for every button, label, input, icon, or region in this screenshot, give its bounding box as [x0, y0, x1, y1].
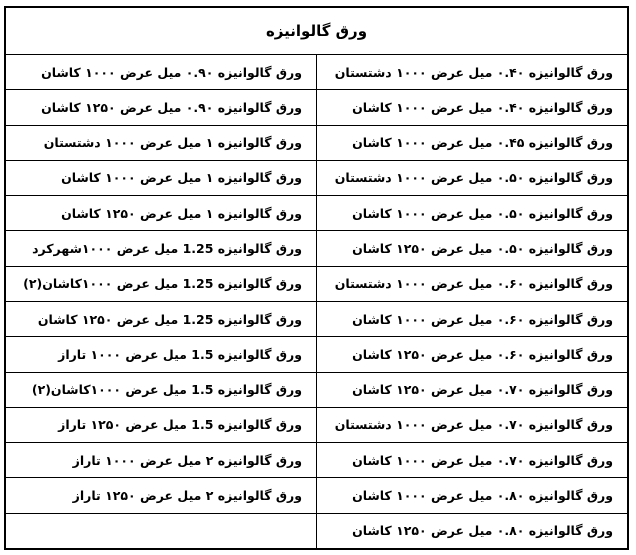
product-cell-left-empty: [6, 513, 317, 548]
table-row: [6, 90, 628, 125]
product-cell-right: ورق گالوانیزه ۰.۶۰ میل عرض ۱۲۵۰ کاشان: [317, 337, 628, 372]
product-cell-left: ورق گالوانیزه 1.25 میل عرض ۱۲۵۰ کاشان: [6, 301, 317, 336]
table-row: [6, 478, 628, 513]
product-cell-left: ورق گالوانیزه ۱ میل عرض ۱۰۰۰ کاشان: [6, 160, 317, 195]
table-row: [6, 301, 628, 336]
product-cell-left: ورق گالوانیزه 1.5 میل عرض ۱۰۰۰ تاراز: [6, 337, 317, 372]
product-cell-left: ورق گالوانیزه 1.25 میل عرض ۱۰۰۰شهرکرد: [6, 231, 317, 266]
table-title: ورق گالوانیزه: [6, 8, 628, 55]
table-row: [6, 266, 628, 301]
table-header-row: [6, 8, 628, 55]
product-cell-right: ورق گالوانیزه ۰.۵۰ میل عرض ۱۰۰۰ کاشان: [317, 196, 628, 231]
table-row: [6, 407, 628, 442]
product-cell-left: ورق گالوانیزه 1.5 میل عرض ۱۲۵۰ تاراز: [6, 407, 317, 442]
product-cell-right: ورق گالوانیزه ۰.۷۰ میل عرض ۱۰۰۰ کاشان: [317, 443, 628, 478]
product-cell-left: ورق گالوانیزه ۲ میل عرض ۱۰۰۰ تاراز: [6, 443, 317, 478]
product-cell-right: ورق گالوانیزه ۰.۵۰ میل عرض ۱۰۰۰ دشتستان: [317, 160, 628, 195]
table-row: [6, 513, 628, 548]
product-cell-left: ورق گالوانیزه 1.5 میل عرض ۱۰۰۰کاشان(۲): [6, 372, 317, 407]
galvanized-sheet-table: [5, 7, 628, 549]
table-row: [6, 337, 628, 372]
product-cell-left: ورق گالوانیزه 1.25 میل عرض ۱۰۰۰کاشان(۲): [6, 266, 317, 301]
product-cell-right: ورق گالوانیزه ۰.۸۰ میل عرض ۱۰۰۰ کاشان: [317, 478, 628, 513]
product-cell-right: ورق گالوانیزه ۰.۶۰ میل عرض ۱۰۰۰ کاشان: [317, 301, 628, 336]
table-row: [6, 196, 628, 231]
product-cell-right: ورق گالوانیزه ۰.۷۰ میل عرض ۱۲۵۰ کاشان: [317, 372, 628, 407]
product-cell-right: ورق گالوانیزه ۰.۸۰ میل عرض ۱۲۵۰ کاشان: [317, 513, 628, 548]
table-row: [6, 55, 628, 90]
product-cell-right: ورق گالوانیزه ۰.۴۰ میل عرض ۱۰۰۰ دشتستان: [317, 55, 628, 90]
product-cell-left: ورق گالوانیزه ۰.۹۰ میل عرض ۱۲۵۰ کاشان: [6, 90, 317, 125]
product-cell-left: ورق گالوانیزه ۱ میل عرض ۱۲۵۰ کاشان: [6, 196, 317, 231]
table-row: [6, 231, 628, 266]
product-cell-left: ورق گالوانیزه ۱ میل عرض ۱۰۰۰ دشتستان: [6, 125, 317, 160]
product-cell-right: ورق گالوانیزه ۰.۶۰ میل عرض ۱۰۰۰ دشتستان: [317, 266, 628, 301]
price-list-sheet: [4, 6, 629, 550]
table-row: [6, 372, 628, 407]
product-cell-right: ورق گالوانیزه ۰.۵۰ میل عرض ۱۲۵۰ کاشان: [317, 231, 628, 266]
product-cell-left: ورق گالوانیزه ۰.۹۰ میل عرض ۱۰۰۰ کاشان: [6, 55, 317, 90]
product-cell-right: ورق گالوانیزه ۰.۴۰ میل عرض ۱۰۰۰ کاشان: [317, 90, 628, 125]
table-row: [6, 160, 628, 195]
table-row: [6, 125, 628, 160]
product-cell-left: ورق گالوانیزه ۲ میل عرض ۱۲۵۰ تاراز: [6, 478, 317, 513]
table-row: [6, 443, 628, 478]
product-cell-right: ورق گالوانیزه ۰.۴۵ میل عرض ۱۰۰۰ کاشان: [317, 125, 628, 160]
product-cell-right: ورق گالوانیزه ۰.۷۰ میل عرض ۱۰۰۰ دشتستان: [317, 407, 628, 442]
